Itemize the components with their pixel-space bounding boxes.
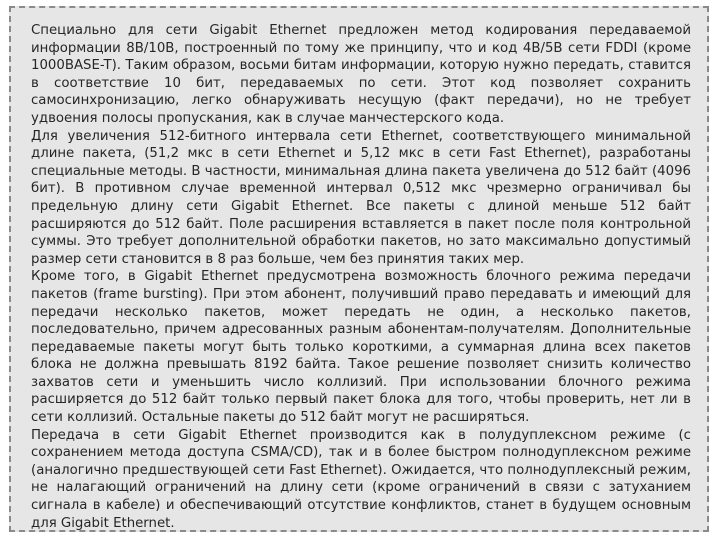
paragraph-8b10b-encoding: Специально для сети Gigabit Ethernet предложен метод кодирования передаваемой информации 8B/10B, построенный по тому же принципу, что и код 4B/5B сети FDDI (кроме 1000BASE-T). Таким образом, восьми битам информации, которую нужно передать, ставится в соответствие 10 бит, передаваемых по сети. Этот код позволяет сохранить самосинхронизацию, легко обнаруживать несущую (факт передачи), но не требует удвоения полосы пропускания, как в случае манчестерского кода. (31, 23, 691, 126)
paragraph-frame-bursting: Кроме того, в Gigabit Ethernet предусмотрена возможность блочного режима передачи пакетов (frame bursting). При этом абонент, получивший право передавать и имеющий для передачи несколько пакетов, может передать не один, а несколько пакетов, последовательно, причем адресованных разным абонентам-получателям. Дополнительные передаваемые пакеты могут быть только короткими, а суммарная длина всех пакетов блока не должна превышать 8192 байта. Такое решение позволяет снизить количество захватов сети и уменьшить число коллизий. При использовании блочного режима расширяется до 512 байт только первый пакет блока для того, чтобы проверить, нет ли в сети коллизий. Остальные пакеты до 512 байт могут не расширяться. (31, 269, 691, 426)
text-block (31, 22, 691, 532)
paragraph-packet-extension: Для увеличения 512-битного интервала сети Ethernet, соответствующего минимальной длине пакета, (51,2 мкс в сети Ethernet и 5,12 мкс в сети Fast Ethernet), разработаны специальные методы. В частности, минимальная длина пакета увеличена до 512 байт (4096 бит). В противном случае временной интервал 0,512 мкс чрезмерно ограничивал бы предельную длину сети Gigabit Ethernet. Все пакеты с длиной меньше 512 байт расширяются до 512 байт. Поле расширения вставляется в пакет после поля контрольной суммы. Это требует дополнительной обработки пакетов, но зато максимально допустимый размер сети становится в 8 раз больше, чем без принятия таких мер. (31, 128, 691, 267)
text-frame (9, 6, 709, 532)
paragraph-duplex-modes: Передача в сети Gigabit Ethernet производится как в полудуплексном режиме (с сохранением метода доступа CSMA/CD), так и в более быстром полнодуплексном режиме (аналогично предшествующей сети Fast Ethernet). Ожидается, что полнодуплексный режим, не налагающий ограничений на длину сети (кроме ограничений в связи с затуханием сигнала в кабеле) и обеспечивающий отсутствие конфликтов, станет в будущем основным для Gigabit Ethernet. (31, 427, 691, 531)
